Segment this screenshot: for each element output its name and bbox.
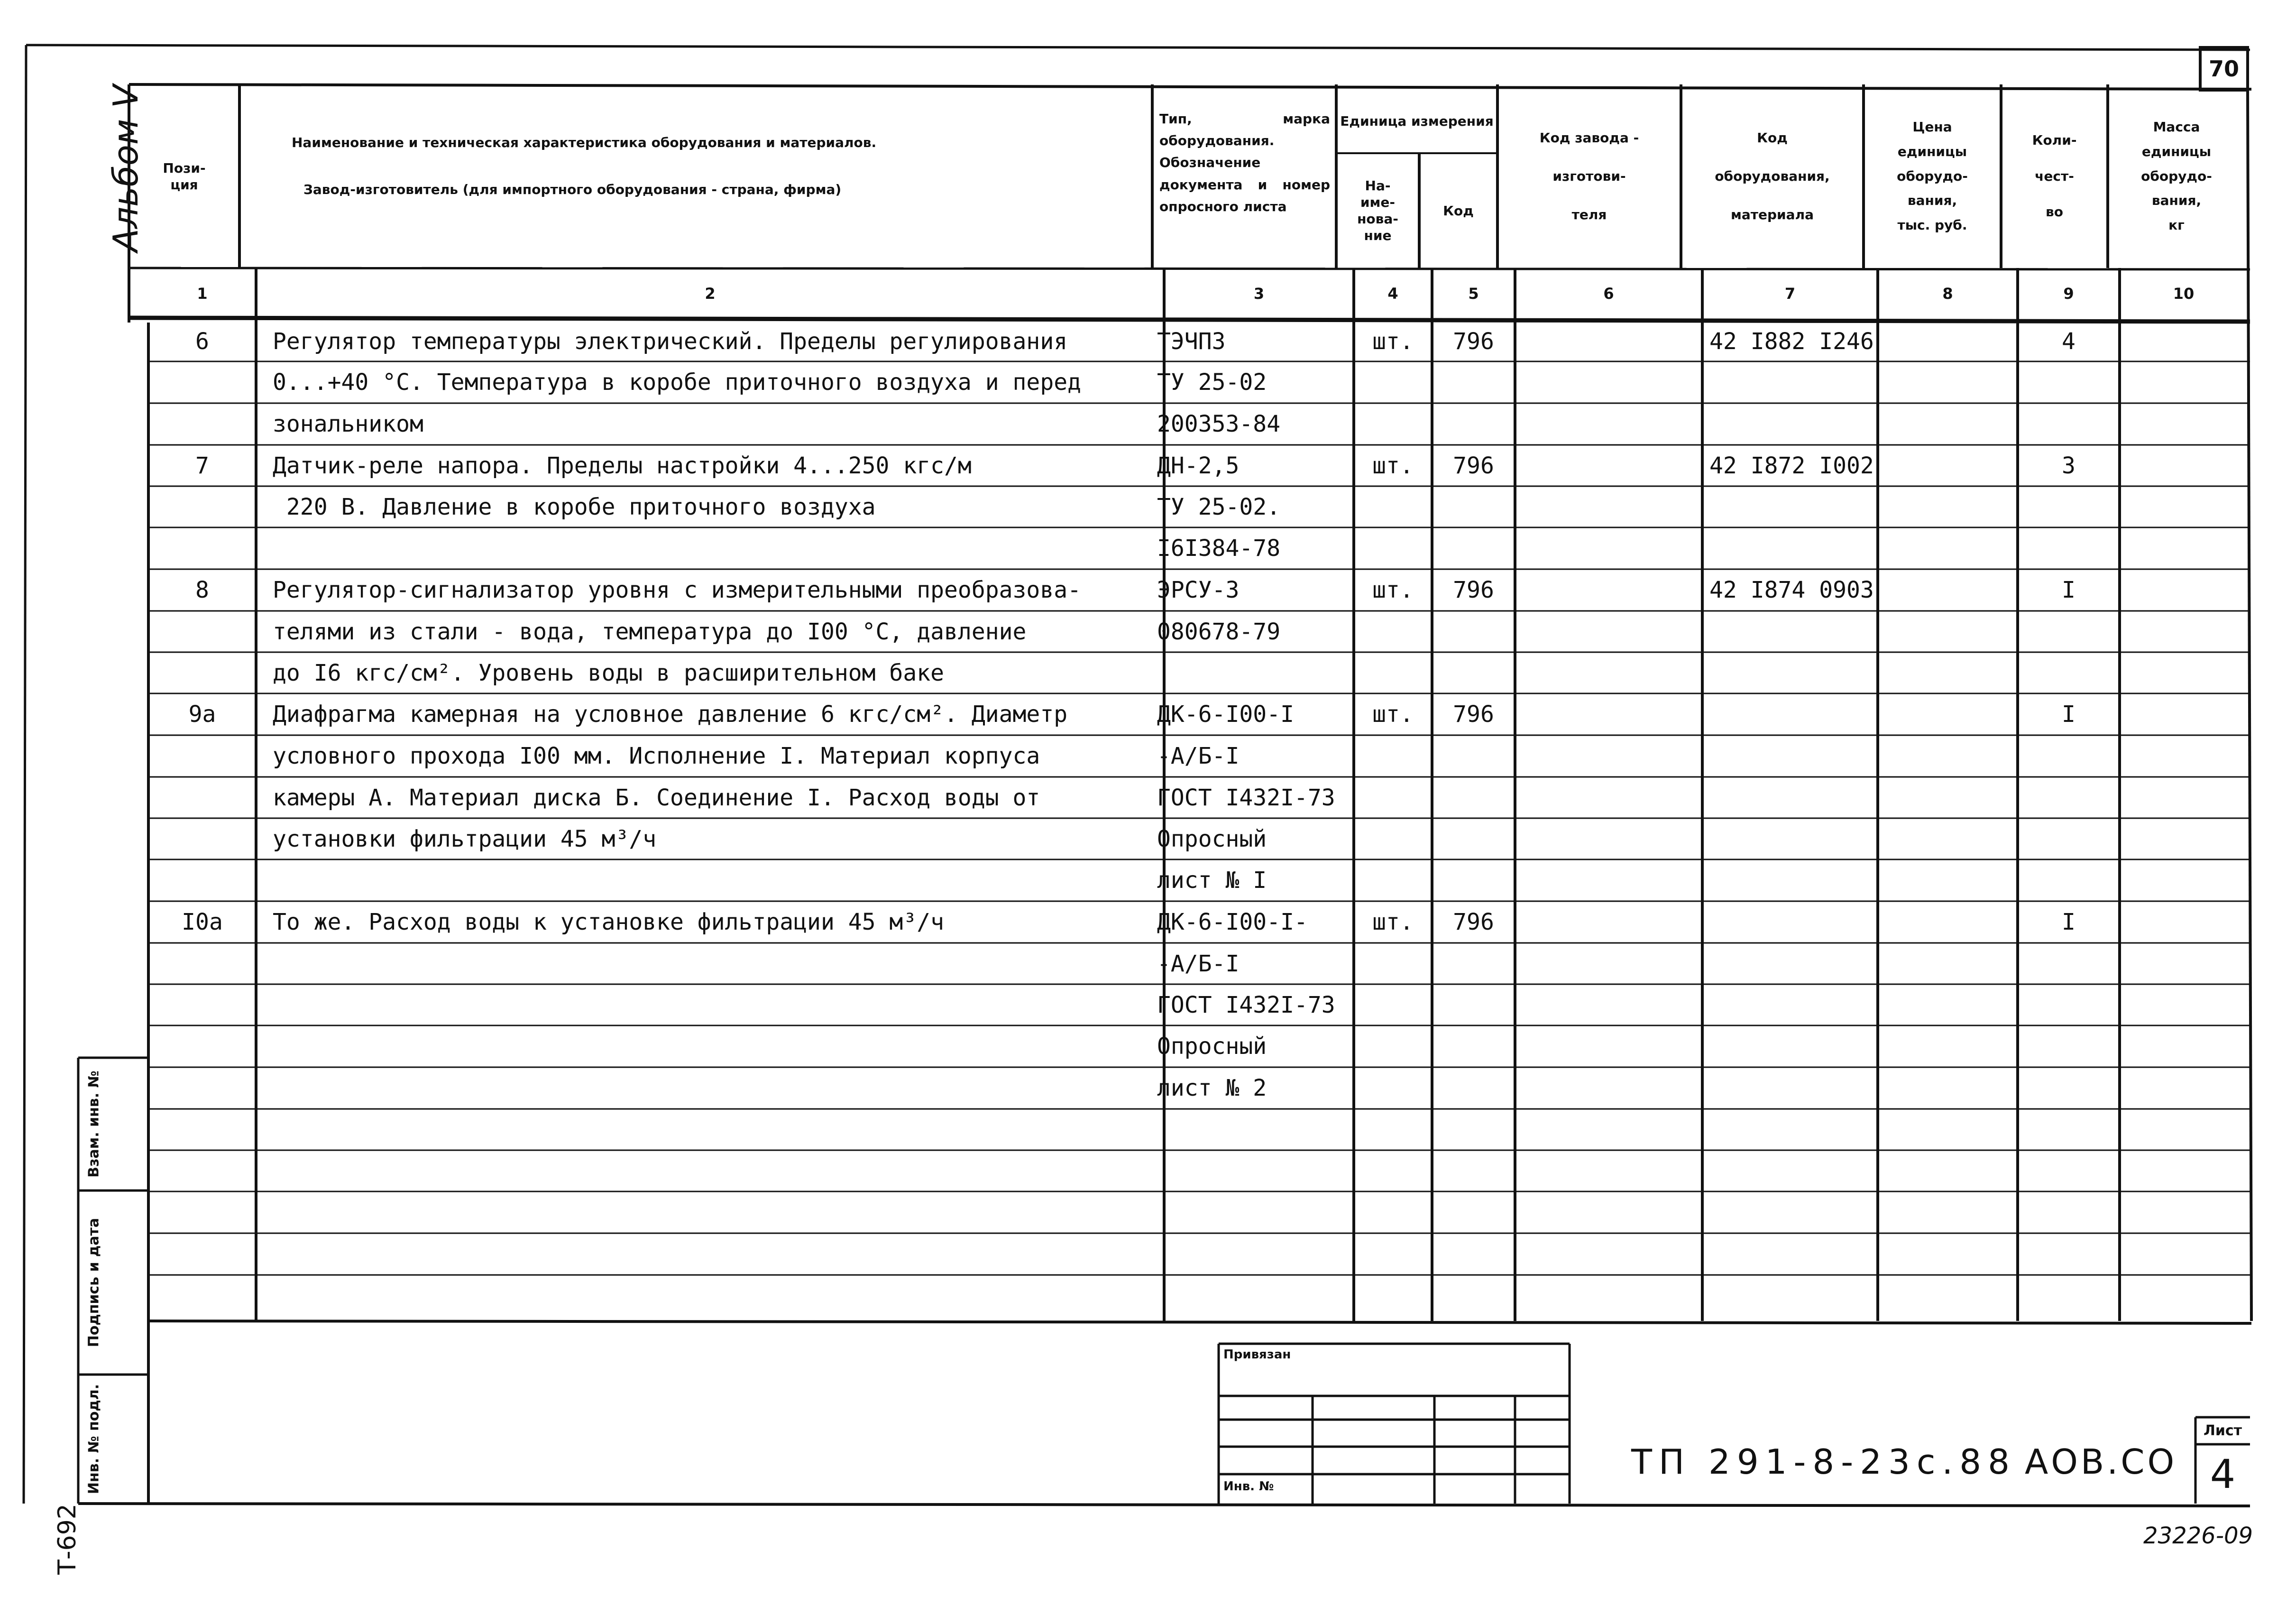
cell-position xyxy=(148,777,256,818)
cell-quantity xyxy=(2018,611,2120,652)
cell-quantity xyxy=(2018,1191,2120,1233)
cell-equipment-code: 42 I874 0903 xyxy=(1709,577,1874,603)
cell-unit-code xyxy=(1432,943,1515,984)
cell-type xyxy=(1157,652,1356,693)
cell-position xyxy=(148,1150,256,1191)
cell-equipment-code xyxy=(1709,735,1878,777)
cell-unit xyxy=(1354,735,1432,777)
cell-type: ТЭЧПЗ xyxy=(1157,328,1226,355)
cell-quantity xyxy=(2018,486,2120,527)
cell-name xyxy=(273,1275,1159,1321)
column-number: 8 xyxy=(1942,285,1953,303)
header-factory-code: Код завода - изготови- теля xyxy=(1539,129,1639,223)
cell-name: телями из стали - вода, температура до I00 °С, давление xyxy=(273,618,1027,645)
cell-quantity xyxy=(2018,1150,2120,1191)
cell-equipment-code xyxy=(1709,486,1878,527)
cell-quantity xyxy=(2018,361,2120,403)
cell-name: Регулятор-сигнализатор уровня с измерительными преобразова- xyxy=(273,577,1082,603)
cell-name: Регулятор температуры электрический. Пределы регулирования xyxy=(273,328,1068,355)
cell-position xyxy=(148,652,256,693)
cell-unit: шт. xyxy=(1372,328,1414,355)
cell-position xyxy=(148,1191,256,1233)
cell-name xyxy=(273,1150,1159,1191)
column-number: 9 xyxy=(2063,285,2074,303)
cell-position xyxy=(148,1275,256,1321)
stamp-signature-date: Подпись и дата xyxy=(85,1218,102,1348)
cell-position xyxy=(148,611,256,652)
cell-unit-code xyxy=(1432,652,1515,693)
cell-name xyxy=(273,1233,1159,1275)
cell-type xyxy=(1157,1109,1356,1150)
cell-type: ГОСТ I432I-73 xyxy=(1157,991,1335,1018)
cell-equipment-code: 42 I872 I002 xyxy=(1709,452,1874,479)
cell-unit xyxy=(1354,818,1432,859)
cell-quantity xyxy=(2018,735,2120,777)
cell-position xyxy=(148,361,256,403)
cell-quantity xyxy=(2018,859,2120,901)
title-inv-no: Инв. № xyxy=(1223,1479,1274,1494)
column-number: 3 xyxy=(1253,285,1265,303)
cell-type xyxy=(1157,1275,1356,1321)
cell-equipment-code: 42 I882 I246 xyxy=(1709,328,1874,355)
corner-code-right: 23226-09 xyxy=(2143,1523,2253,1549)
cell-unit xyxy=(1354,486,1432,527)
cell-unit: шт. xyxy=(1372,701,1414,728)
column-number: 1 xyxy=(197,285,208,303)
cell-equipment-code xyxy=(1709,1025,1878,1067)
cell-position xyxy=(148,1025,256,1067)
cell-unit xyxy=(1354,984,1432,1025)
cell-type: 080678-79 xyxy=(1157,618,1281,645)
cell-equipment-code xyxy=(1709,403,1878,445)
cell-quantity xyxy=(2018,1275,2120,1321)
header-unit-name: На- име- нова- ние xyxy=(1357,178,1398,243)
header-name-line1: Наименование и техническая характеристика оборудования и материалов. xyxy=(292,135,877,150)
cell-equipment-code xyxy=(1709,1233,1878,1275)
cell-equipment-code xyxy=(1709,859,1878,901)
cell-position xyxy=(148,859,256,901)
cell-unit: шт. xyxy=(1372,577,1414,603)
cell-name: условного прохода I00 мм. Исполнение I. Материал корпуса xyxy=(273,743,1040,769)
cell-position: 9а xyxy=(188,701,216,728)
cell-type: 200353-84 xyxy=(1157,411,1281,437)
cell-name: камеры А. Материал диска Б. Соединение I. Расход воды от xyxy=(273,784,1040,811)
column-number: 7 xyxy=(1784,285,1796,303)
header-name-line2: Завод-изготовитель (для импортного оборудования - страна, фирма) xyxy=(303,182,842,197)
cell-unit-code xyxy=(1432,1275,1515,1321)
cell-unit-code xyxy=(1432,1109,1515,1150)
cell-type: ДК-6-I00-I- xyxy=(1157,909,1308,935)
cell-position xyxy=(148,735,256,777)
cell-type: лист № 2 xyxy=(1157,1075,1267,1101)
cell-name: зональником xyxy=(273,411,423,437)
column-number: 6 xyxy=(1603,285,1614,303)
cell-type xyxy=(1157,1233,1356,1275)
cell-name: 220 В. Давление в коробе приточного воздуха xyxy=(273,493,876,520)
cell-equipment-code xyxy=(1709,1150,1878,1191)
cell-position xyxy=(148,984,256,1025)
cell-equipment-code xyxy=(1709,611,1878,652)
header-position: Пози- ция xyxy=(163,160,206,193)
cell-unit-code xyxy=(1432,1150,1515,1191)
cell-unit xyxy=(1354,527,1432,569)
cell-quantity xyxy=(2018,1025,2120,1067)
cell-name xyxy=(273,943,1159,984)
corner-code-left: Т-692 xyxy=(53,1504,82,1575)
cell-unit xyxy=(1354,1233,1432,1275)
cell-quantity: I xyxy=(2062,577,2076,603)
cell-name: 0...+40 °С. Температура в коробе приточного воздуха и перед xyxy=(273,369,1082,396)
cell-unit-code xyxy=(1432,735,1515,777)
cell-unit xyxy=(1354,1067,1432,1109)
cell-name xyxy=(273,1025,1159,1067)
cell-position xyxy=(148,1233,256,1275)
column-number: 5 xyxy=(1468,285,1479,303)
cell-type: ТУ 25-02 xyxy=(1157,369,1267,396)
cell-name: Диафрагма камерная на условное давление 6 кгс/см². Диаметр xyxy=(273,701,1068,728)
cell-type: Опросный xyxy=(1157,825,1267,852)
cell-position xyxy=(148,818,256,859)
cell-unit-code: 796 xyxy=(1453,909,1494,935)
cell-unit-code xyxy=(1432,1233,1515,1275)
cell-quantity xyxy=(2018,943,2120,984)
cell-unit xyxy=(1354,611,1432,652)
cell-unit-code: 796 xyxy=(1453,701,1494,728)
cell-quantity: 4 xyxy=(2062,328,2076,355)
cell-quantity xyxy=(2018,403,2120,445)
cell-quantity xyxy=(2018,652,2120,693)
album-label: Альбом V xyxy=(106,84,146,252)
cell-unit xyxy=(1354,1109,1432,1150)
cell-unit: шт. xyxy=(1372,909,1414,935)
cell-equipment-code xyxy=(1709,527,1878,569)
cell-type: ДК-6-I00-I xyxy=(1157,701,1294,728)
header-price: Цена единицы оборудо- вания, тыс. руб. xyxy=(1897,119,1968,233)
cell-unit: шт. xyxy=(1372,452,1414,479)
cell-name: Датчик-реле напора. Пределы настройки 4...250 кгс/м xyxy=(273,452,972,479)
cell-name xyxy=(273,527,1159,569)
cell-unit-code xyxy=(1432,777,1515,818)
cell-type: ТУ 25-02. xyxy=(1157,493,1281,520)
cell-type: ЭРСУ-3 xyxy=(1157,577,1240,603)
cell-unit-code xyxy=(1432,361,1515,403)
cell-unit xyxy=(1354,652,1432,693)
cell-unit xyxy=(1354,361,1432,403)
cell-name xyxy=(273,984,1159,1025)
cell-quantity xyxy=(2018,1109,2120,1150)
cell-equipment-code xyxy=(1709,1191,1878,1233)
cell-equipment-code xyxy=(1709,361,1878,403)
cell-quantity: 3 xyxy=(2062,452,2076,479)
cell-position xyxy=(148,1067,256,1109)
stamp-inv-podl: Инв. № подл. xyxy=(85,1384,102,1495)
cell-type: ДН-2,5 xyxy=(1157,452,1240,479)
column-number: 4 xyxy=(1387,285,1398,303)
header-type: Тип, марка оборудования. Обозначение документа и номер опросного листа xyxy=(1159,111,1330,214)
cell-type xyxy=(1157,1150,1356,1191)
cell-name xyxy=(273,859,1159,901)
cell-name: установки фильтрации 45 м³/ч xyxy=(273,825,657,852)
cell-type: Опросный xyxy=(1157,1033,1267,1060)
cell-unit-code xyxy=(1432,818,1515,859)
cell-unit-code: 796 xyxy=(1453,328,1494,355)
cell-equipment-code xyxy=(1709,1109,1878,1150)
cell-unit xyxy=(1354,403,1432,445)
header-unit-group: Единица измерения xyxy=(1340,113,1494,129)
cell-unit-code: 796 xyxy=(1453,577,1494,603)
cell-position xyxy=(148,486,256,527)
cell-type: лист № I xyxy=(1157,867,1267,894)
cell-position: 8 xyxy=(195,577,209,603)
header-mass: Масса единицы оборудо- вания, кг xyxy=(2141,119,2212,233)
cell-quantity xyxy=(2018,1067,2120,1109)
cell-type xyxy=(1157,1191,1356,1233)
cell-unit-code xyxy=(1432,1025,1515,1067)
cell-unit-code xyxy=(1432,403,1515,445)
cell-quantity xyxy=(2018,527,2120,569)
cell-unit-code xyxy=(1432,486,1515,527)
sheet-number: 70 xyxy=(2208,56,2239,82)
cell-quantity xyxy=(2018,777,2120,818)
cell-quantity xyxy=(2018,818,2120,859)
cell-position: 7 xyxy=(195,452,209,479)
title-privyazan: Привязан xyxy=(1223,1348,1291,1362)
cell-unit-code xyxy=(1432,611,1515,652)
cell-quantity: I xyxy=(2062,909,2076,935)
cell-unit-code: 796 xyxy=(1453,452,1494,479)
cell-position xyxy=(148,527,256,569)
title-sheet-value: 4 xyxy=(2210,1450,2236,1497)
cell-type: ГОСТ I432I-73 xyxy=(1157,784,1335,811)
cell-name xyxy=(273,1109,1159,1150)
title-doc-code: ТП 291-8-23с.88 xyxy=(1631,1442,2016,1482)
cell-quantity: I xyxy=(2062,701,2076,728)
cell-unit-code xyxy=(1432,1067,1515,1109)
cell-name xyxy=(273,1067,1159,1109)
header-unit-code: Код xyxy=(1443,203,1474,219)
cell-equipment-code xyxy=(1709,1275,1878,1321)
cell-unit-code xyxy=(1432,1191,1515,1233)
cell-unit xyxy=(1354,1150,1432,1191)
cell-equipment-code xyxy=(1709,652,1878,693)
cell-type: -А/Б-I xyxy=(1157,743,1240,769)
cell-name: до I6 кгс/см². Уровень воды в расширительном баке xyxy=(273,659,945,686)
cell-equipment-code xyxy=(1709,777,1878,818)
cell-quantity xyxy=(2018,1233,2120,1275)
cell-type: -А/Б-I xyxy=(1157,950,1240,977)
title-section: АОВ.СО xyxy=(2025,1442,2177,1482)
cell-name: То же. Расход воды к установке фильтрации 45 м³/ч xyxy=(273,909,945,935)
cell-unit-code xyxy=(1432,984,1515,1025)
title-sheet-label: Лист xyxy=(2203,1422,2242,1439)
cell-equipment-code xyxy=(1709,901,1878,943)
cell-unit xyxy=(1354,943,1432,984)
stamp-vzam-inv: Взам. инв. № xyxy=(85,1071,102,1178)
cell-unit xyxy=(1354,1025,1432,1067)
cell-unit xyxy=(1354,859,1432,901)
cell-name xyxy=(273,1191,1159,1233)
cell-position: 6 xyxy=(195,328,209,355)
cell-equipment-code xyxy=(1709,943,1878,984)
header-quantity: Коли- чест- во xyxy=(2032,132,2077,220)
header-equipment-code: Код оборудования, материала xyxy=(1715,129,1830,223)
cell-unit xyxy=(1354,777,1432,818)
cell-unit-code xyxy=(1432,859,1515,901)
cell-position xyxy=(148,403,256,445)
cell-equipment-code xyxy=(1709,818,1878,859)
cell-equipment-code xyxy=(1709,693,1878,735)
column-number: 10 xyxy=(2173,285,2195,303)
cell-equipment-code xyxy=(1709,1067,1878,1109)
cell-position xyxy=(148,1109,256,1150)
cell-unit xyxy=(1354,1275,1432,1321)
cell-unit-code xyxy=(1432,527,1515,569)
column-number: 2 xyxy=(705,285,716,303)
cell-type: I6I384-78 xyxy=(1157,535,1281,562)
cell-position: I0а xyxy=(182,909,223,935)
cell-quantity xyxy=(2018,984,2120,1025)
cell-equipment-code xyxy=(1709,984,1878,1025)
cell-unit xyxy=(1354,1191,1432,1233)
cell-position xyxy=(148,943,256,984)
